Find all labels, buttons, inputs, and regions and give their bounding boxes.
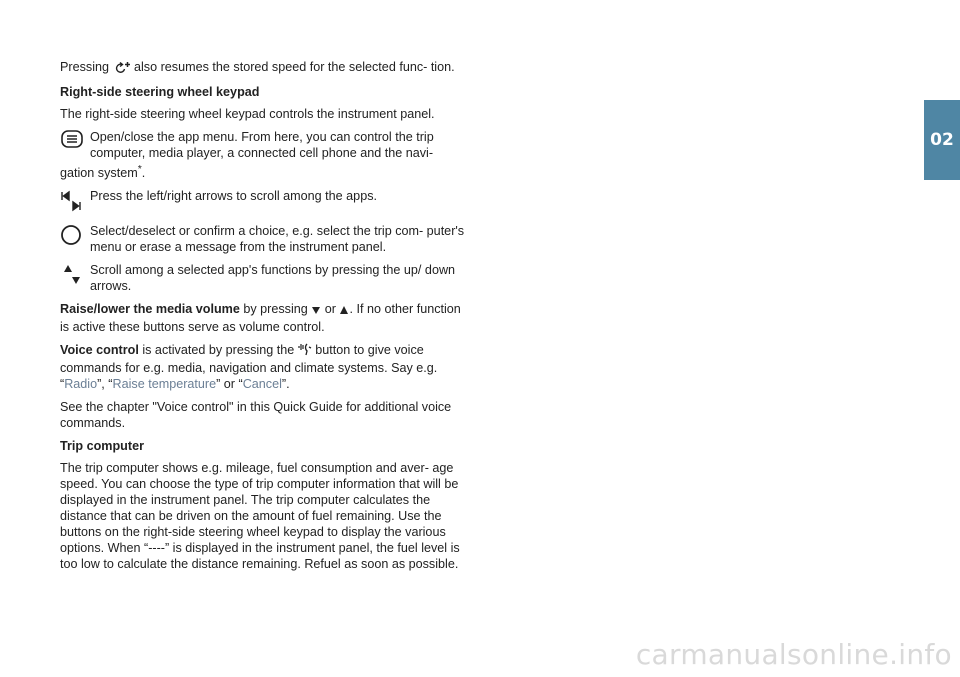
arrows-item: Press the left/right arrows to scroll among the apps. (60, 188, 465, 216)
down-arrow-icon (311, 303, 321, 319)
volume-paragraph: Raise/lower the media volume by pressing or . If no other function is active these buttons serve as volume control. (60, 302, 461, 335)
up-down-arrows-icon (60, 262, 90, 290)
chapter-tab[interactable]: 02 (924, 100, 960, 180)
resume-speed-icon (113, 61, 131, 77)
confirm-circle-icon (60, 223, 90, 251)
manual-page-content (60, 59, 465, 579)
chapter-reference: See the chapter "Voice control" in this Quick Guide for additional voice commands. (60, 400, 452, 431)
keypad-intro: The right-side steering wheel keypad controls the instrument panel. (60, 107, 435, 121)
voice-paragraph: Voice control is activated by pressing the button to give voice commands for e.g. media, navigation and climate systems. Say e.g. “Radio”, “Raise temperature” or “Cancel”. (60, 343, 438, 392)
updown-item: Scroll among a selected app's functions by pressing the up/ down arrows. (60, 262, 465, 294)
app-menu-icon (60, 129, 90, 157)
keypad-heading: Right-side steering wheel keypad (60, 85, 260, 99)
left-right-arrows-icon (60, 188, 90, 216)
watermark: carmanualsonline.info (635, 638, 952, 671)
up-arrow-icon (339, 303, 349, 319)
pressing-paragraph: Pressing also resumes the stored speed for the selected func- tion. (60, 59, 465, 77)
select-item: Select/deselect or confirm a choice, e.g. select the trip com- puter's menu or erase a message from the instrument panel. (60, 223, 465, 255)
menu-item: Open/close the app menu. From here, you can control the trip computer, media player, a connected cell phone and the navi- gation system*. (60, 130, 434, 181)
voice-control-icon (298, 342, 312, 360)
trip-computer-heading: Trip computer (60, 439, 144, 454)
trip-computer-paragraph: The trip computer shows e.g. mileage, fuel consumption and aver- age speed. You can choose the type of trip computer information that will be displayed in the instrument panel. The trip computer calculates the distance that can be driven on the amount of fuel remaining. Use the buttons on the right-side steering wheel keypad to display the various options. When “----” is displayed in the instrument panel, the fuel level is too low to calculate the distance remaining. Refuel as soon as possible. (60, 461, 460, 572)
